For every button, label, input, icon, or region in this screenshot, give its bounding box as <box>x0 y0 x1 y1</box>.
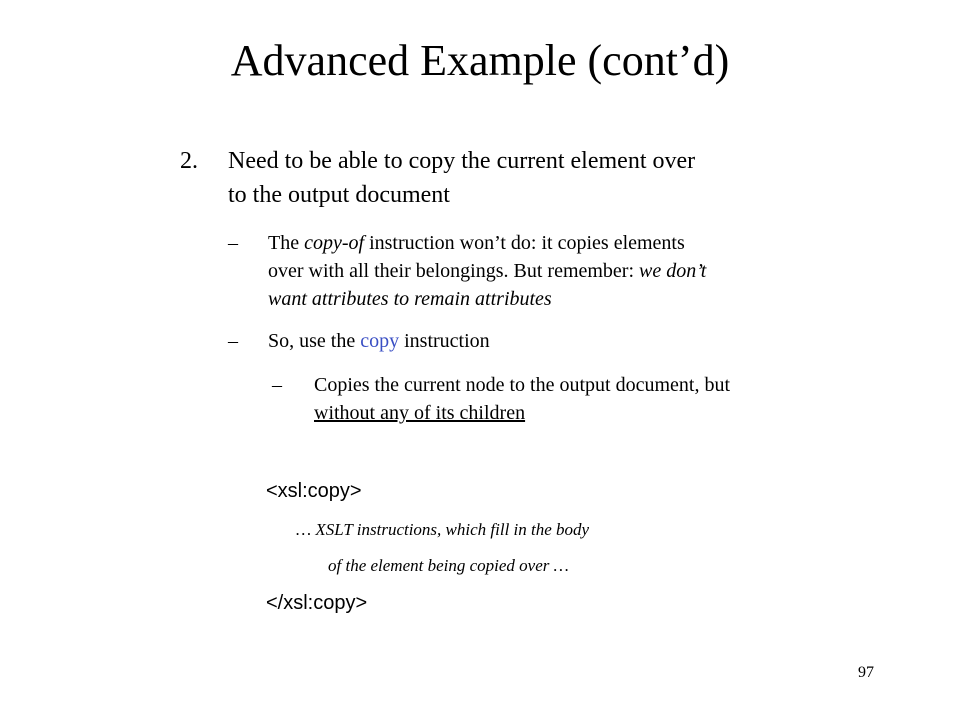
sub-point-1-line-2-text: over with all their belongings. But remember: <box>268 260 640 282</box>
sub-point-1-text-a: The <box>268 232 305 254</box>
copy-keyword: copy <box>360 330 400 352</box>
page-number: 97 <box>858 664 874 681</box>
sub-point-1-line-3: want attributes to remain attributes <box>268 288 552 310</box>
slide-title: Advanced Example (cont’d) <box>230 36 730 85</box>
sub-point-dash: – <box>228 232 238 254</box>
code-open-tag: <xsl:copy> <box>266 480 362 502</box>
code-body-line-2: of the element being copied over … <box>328 556 569 575</box>
sub-point-2-line-1 <box>268 330 490 353</box>
sub-sub-point-dash: – <box>272 374 282 396</box>
sub-point-dash: – <box>228 330 238 352</box>
sub-point-1-line-1 <box>268 232 685 255</box>
point-line-2: to the output document <box>228 182 450 208</box>
sub-point-2-text-a: So, use the <box>268 330 361 352</box>
sub-sub-point-line-2: without any of its children <box>314 402 526 424</box>
sub-point-1-line-2 <box>268 260 706 283</box>
code-body-line-1: … XSLT instructions, which fill in the body <box>296 520 590 539</box>
sub-point-1-text-c: instruction won’t do: it copies elements <box>364 232 685 254</box>
code-close-tag: </xsl:copy> <box>266 592 368 614</box>
point-number: 2. <box>180 148 198 174</box>
point-line-1: Need to be able to copy the current element over <box>228 148 696 174</box>
sub-sub-point-line-1: Copies the current node to the output document, but <box>314 374 731 396</box>
sub-point-1-line-2-italic: we don’t <box>639 260 707 282</box>
copy-of-keyword: copy-of <box>304 232 365 254</box>
sub-point-2-text-c: instruction <box>399 330 490 352</box>
